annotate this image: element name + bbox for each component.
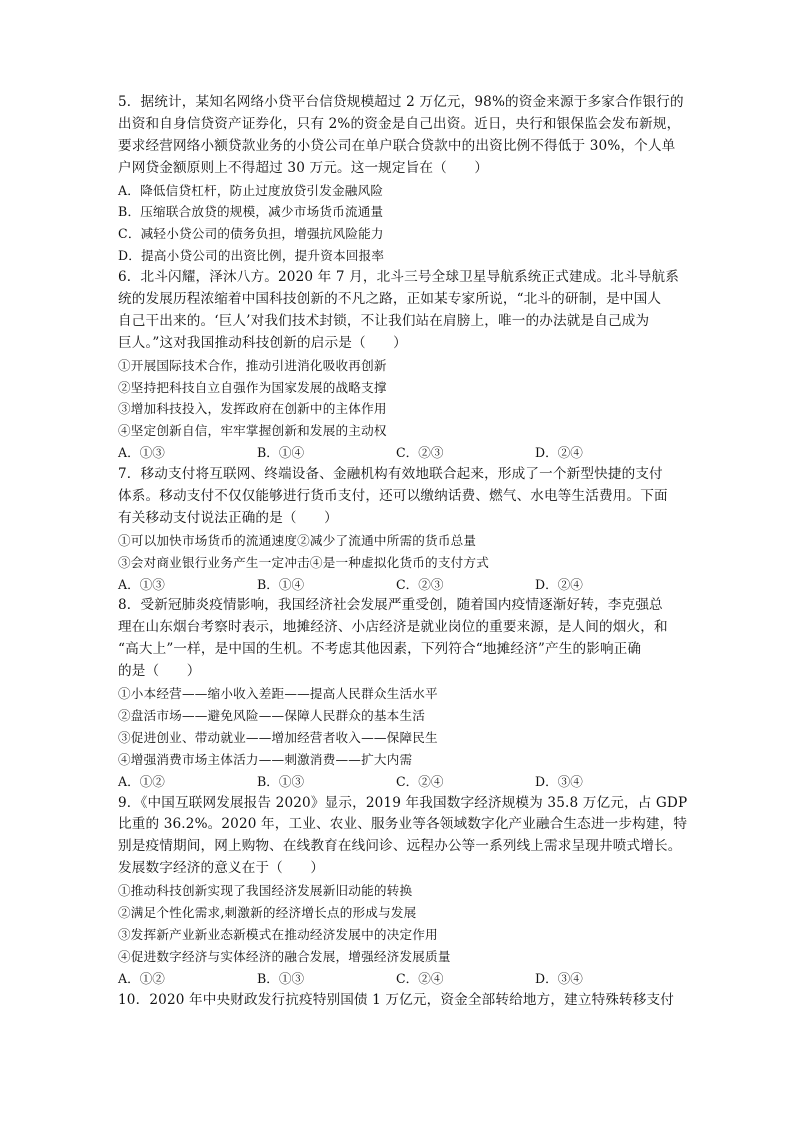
question-5 xyxy=(118,92,684,267)
choice-b: B．①④ xyxy=(257,445,305,461)
choice-c: C．②④ xyxy=(396,970,444,986)
statement-4: ④坚定创新自信，牢牢掌握创新和发展的主动权 xyxy=(118,423,387,439)
question-stem-line: 5．据统计，某知名网络小贷平台信贷规模超过 2 万亿元，98%的资金来源于多家合作银行的 xyxy=(118,94,684,110)
statement-2: ②满足个性化需求,刺激新的经济增长点的形成与发展 xyxy=(118,904,417,920)
question-stem-line: 10．2020 年中央财政发行抗疫特别国债 1 万亿元，资金全部转给地方，建立特殊转移支付 xyxy=(118,991,675,1008)
choice-d: D．②④ xyxy=(535,445,583,461)
choice-a: A．①③ xyxy=(118,576,165,592)
answer-choices xyxy=(118,968,678,990)
answer-choices xyxy=(118,574,678,596)
question-stem-line: 户网贷金额原则上不得超过 30 万元。这一规定旨在（ ） xyxy=(118,159,489,176)
question-stem-line: 8．受新冠肺炎疫情影响，我国经济社会发展严重受创，随着国内疫情逐渐好转，李克强总 xyxy=(118,597,663,614)
question-stem-line: 别是疫情期间，网上购物、在线教育在线问诊、远程办公等一系列线上需求呈现井喷式增长。 xyxy=(118,838,682,855)
choice-d: D．③④ xyxy=(535,773,583,789)
statement-4: ④促进数字经济与实体经济的融合发展，增强经济发展质量 xyxy=(118,948,451,964)
statement-2: ②盘活市场——避免风险——保障人民群众的基本生活 xyxy=(118,707,426,723)
choice-a: A．①② xyxy=(118,970,165,986)
statement-1: ①推动科技创新实现了我国经济发展新旧动能的转换 xyxy=(118,883,413,899)
question-stem-line: 发展数字经济的意义在于（ ） xyxy=(118,860,325,877)
choice-a: A．①② xyxy=(118,773,165,789)
question-stem-line: 有关移动支付说法正确的是（ ） xyxy=(118,509,338,526)
question-7 xyxy=(118,464,678,595)
choice-a: A．①③ xyxy=(118,445,165,461)
statement-3: ③促进创业、带动就业——增加经营者收入——保障民生 xyxy=(118,729,438,745)
question-stem-line: “高大上”一样，是中国的生机。不考虑其他因素，下列符合“地摊经济”产生的影响正确 xyxy=(118,641,642,658)
option-a: A．降低信贷杠杆，防止过度放贷引发金融风险 xyxy=(118,182,384,198)
statement-pair-2: ③会对商业银行业务产生一定冲击④是一种虚拟化货币的支付方式 xyxy=(118,554,490,570)
question-stem-line: 体系。移动支付不仅仅能够进行货币支付，还可以缴纳话费、燃气、水电等生活费用。下面 xyxy=(118,488,668,505)
question-stem-line: 统的发展历程浓缩着中国科技创新的不凡之路，正如某专家所说，“北斗的研制，是中国人 xyxy=(118,291,662,308)
choice-d: D．②④ xyxy=(535,576,583,592)
option-d: D．提高小贷公司的出资比例，提升资本回报率 xyxy=(118,248,385,264)
choice-b: B．①③ xyxy=(257,970,305,986)
question-stem-line: 9．《中国互联网发展报告 2020》显示，2019 年我国数字经济规模为 35.8 万亿元，占 GDP xyxy=(118,794,688,811)
option-b: B．压缩联合放贷的规模，减少市场货币流通量 xyxy=(118,204,384,220)
question-8 xyxy=(118,595,678,792)
question-stem-line: 自己干出来的。‘巨人’对我们技术封锁，不让我们站在肩膀上，唯一的办法就是自己成为 xyxy=(118,312,650,329)
statement-pair-1: ①可以加快市场货币的流通速度②减少了流通中所需的货币总量 xyxy=(118,532,477,548)
question-stem-line: 要求经营网络小额贷款业务的小贷公司在单户联合贷款中的出资比例不得低于 30%，个人单 xyxy=(118,137,676,154)
statement-1: ①小本经营——缩小收入差距——提高人民群众生活水平 xyxy=(118,686,438,702)
exam-page xyxy=(118,92,688,1011)
question-stem-line: 比重的 36.2%。2020 年，工业、农业、服务业等各领域数字化产业融合生态进一步构建，特 xyxy=(118,816,688,833)
question-stem-line: 的是（ ） xyxy=(118,663,201,680)
statement-3: ③增加科技投入，发挥政府在创新中的主体作用 xyxy=(118,401,387,417)
question-stem-line: 理在山东烟台考察时表示，地摊经济、小店经济是就业岗位的重要来源，是人间的烟火，和 xyxy=(118,619,668,636)
answer-choices xyxy=(118,771,678,793)
question-stem-line: 6．北斗闪耀，泽沐八方。2020 年 7 月，北斗三号全球卫星导航系统正式建成。北斗导航系 xyxy=(118,269,679,286)
question-6 xyxy=(118,267,678,464)
statement-2: ②坚持把科技自立自强作为国家发展的战略支撑 xyxy=(118,379,387,395)
answer-choices xyxy=(118,442,678,464)
choice-c: C．②③ xyxy=(396,445,444,461)
question-9 xyxy=(118,793,688,990)
question-stem-line: 巨人。”这对我国推动科技创新的启示是（ ） xyxy=(118,334,407,351)
choice-b: B．①④ xyxy=(257,576,305,592)
question-10 xyxy=(118,990,678,1012)
choice-b: B．①③ xyxy=(257,773,305,789)
choice-c: C．②④ xyxy=(396,773,444,789)
choice-c: C．②③ xyxy=(396,576,444,592)
statement-1: ①开展国际技术合作，推动引进消化吸收再创新 xyxy=(118,357,387,373)
choice-d: D．③④ xyxy=(535,970,583,986)
question-stem-line: 出资和自身信贷资产证券化，只有 2%的资金是自己出资。近日，央行和银保监会发布新规， xyxy=(118,115,681,132)
option-c: C．减轻小贷公司的债务负担，增强抗风险能力 xyxy=(118,226,384,242)
statement-4: ④增强消费市场主体活力——刺激消费——扩大内需 xyxy=(118,751,413,767)
question-stem-line: 7．移动支付将互联网、终端设备、金融机构有效地联合起来，形成了一个新型快捷的支付 xyxy=(118,466,663,483)
statement-3: ③发挥新产业新业态新模式在推动经济发展中的决定作用 xyxy=(118,926,438,942)
